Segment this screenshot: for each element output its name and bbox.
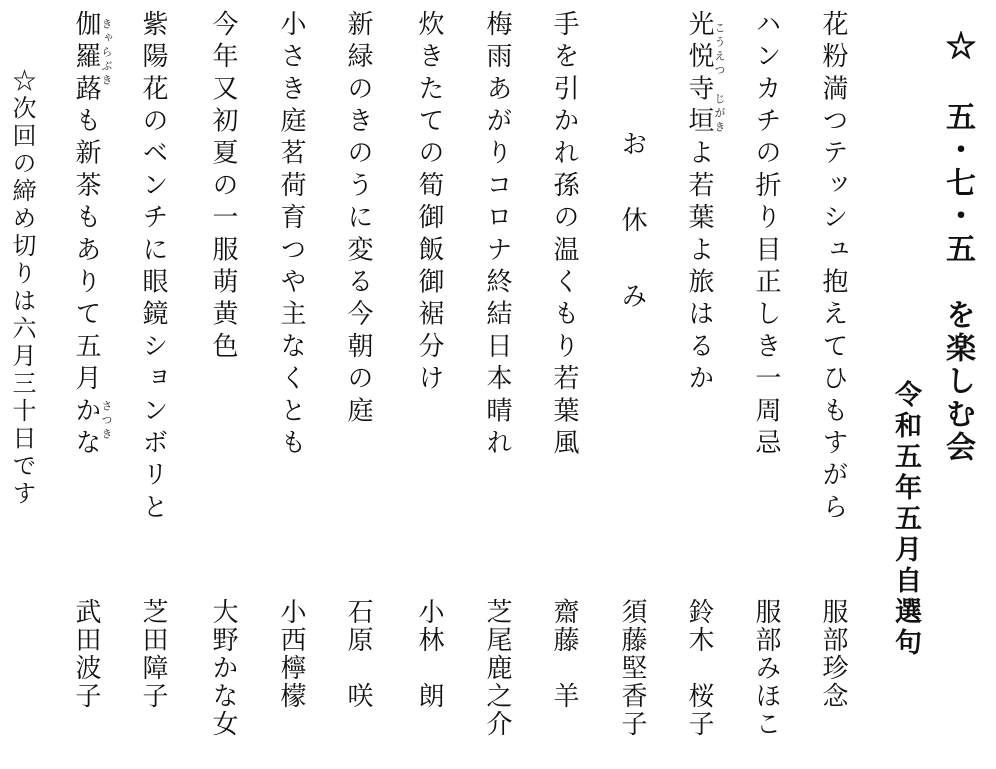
author-6: 芝尾鹿之介 [482, 598, 512, 738]
poem-3: 光悦寺垣よ若葉よ旅はるか [684, 10, 714, 397]
author-3: 鈴木 桜子 [684, 598, 714, 738]
author-8: 石原 咲 [343, 598, 373, 710]
poem-2: ハンカチの折り目正しき一周忌 [751, 10, 781, 461]
author-4: 須藤堅香子 [617, 598, 647, 738]
ruby-satsuki: さつき [100, 400, 113, 442]
poem-7: 炊きたての筍御飯御裾分け [414, 10, 444, 397]
poem-1: 花粉満つテッシュ抱えてひもすがら [818, 10, 848, 526]
deadline-notice: ☆次回の締め切りは六月三十日です [8, 68, 36, 508]
author-10: 大野かな女 [208, 598, 238, 738]
poem-4: お 休 み [617, 130, 647, 320]
author-11: 芝田障子 [138, 598, 168, 710]
author-5: 齋藤 羊 [549, 598, 579, 710]
poem-10: 今年又初夏の一服萌黄色 [208, 10, 238, 365]
poem-6: 梅雨あがりコロナ終結日本晴れ [482, 10, 512, 461]
ruby-koetsu: こうえつ [713, 22, 726, 78]
author-1: 服部珍念 [818, 598, 848, 710]
selection-date: 令和五年五月自選句 [890, 380, 921, 659]
page-title: ☆ 五・七・五 を楽しむ会 [940, 30, 975, 464]
poem-5: 手を引かれ孫の温くもり若葉風 [549, 10, 579, 461]
author-12: 武田波子 [71, 598, 101, 710]
author-7: 小林 朗 [414, 598, 444, 710]
author-2: 服部みほこ [751, 598, 781, 738]
ruby-kyarabuki: きゃらぶき [100, 18, 113, 88]
poem-9: 小さき庭茗荷育つや主なくとも [276, 10, 306, 461]
poem-12: 伽羅蕗も新茶もありて五月かな [71, 10, 101, 461]
poem-8: 新緑のきのうに変る今朝の庭 [343, 10, 373, 429]
poem-11: 紫陽花のベンチに眼鏡ションボリと [138, 10, 168, 526]
ruby-jigaki: じがき [713, 93, 726, 135]
author-9: 小西檸檬 [276, 598, 306, 710]
